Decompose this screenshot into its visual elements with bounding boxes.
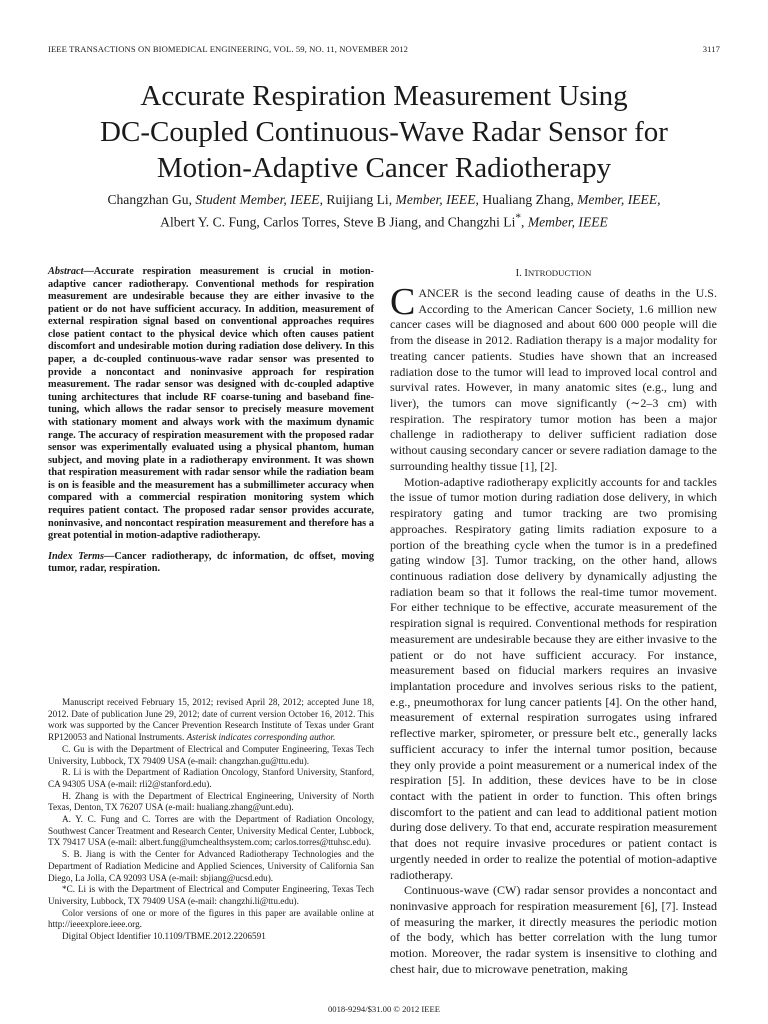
- abstract: Abstract—Accurate respiration measurement is crucial in motion-adaptive cancer radiotherapy. Conventional methods for respiration measurement are undesirable because they are either invasive to the patient or do not have sufficient accuracy. In addition, measurement of external respiration signal based on conventional approaches requires close patient contact to the physical device which often causes patient discomfort and undesirable motion during radiation dose delivery. In this paper, a dc-coupled continuous-wave radar sensor was presented to provide a noncontact and noninvasive approach for respiration measurement. The radar sensor was designed with dc-coupled adaptive tuning architectures that include RF coarse-tuning and baseband fine-tuning, which allows the radar sensor to precisely measure movement with stationary moment and always work with the maximum dynamic range. The accuracy of respiration measurement with the proposed radar sensor was experimentally evaluated using a physical phantom, human subject, and moving plate in a radiotherapy environment. It was shown that respiration measurement with radar sensor while the radiation beam is on is feasible and the measurement has a submillimeter accuracy when compared with a commercial respiration monitoring system which requires patient contact. The proposed radar sensor provides accurate, noninvasive, and noncontact respiration measurement and therefore has a great potential in motion-adaptive radiotherapy.: [48, 266, 374, 542]
- author-line-2: Albert Y. C. Fung, Carlos Torres, Steve B Jiang, and Changzhi Li*, Member, IEEE: [160, 212, 608, 230]
- corresponding-mark: *: [515, 212, 522, 224]
- footnote: A. Y. C. Fung and C. Torres are with the Department of Radiation Oncology, Southwest Cancer Treatment and Research Center, University Medical Center, Lubbock, TX 79417 USA (e-mail: albert.fung@umchealthsystem.com; carlos.torres@ttuhsc.edu).: [48, 814, 374, 848]
- copyright-footer: 0018-9294/$31.00 © 2012 IEEE: [327, 1004, 441, 1014]
- footnote: H. Zhang is with the Department of Electrical Engineering, University of North Texas, Denton, TX 76207 USA (e-mail: hualiang.zhang@unt.edu).: [48, 790, 374, 813]
- abstract-text: Accurate respiration measurement is crucial in motion-adaptive cancer radiotherapy. Conventional methods for respiration measurement are undesirable because they are either invasive to the patient or do not have sufficient accuracy. In addition, measurement of external respiration signal based on conventional approaches requires close patient contact to the physical device which often causes patient discomfort and undesirable motion during radiation dose delivery. In this paper, a dc-coupled continuous-wave radar sensor was presented to provide a noncontact and noninvasive approach for respiration measurement. The radar sensor was designed with dc-coupled adaptive tuning architectures that include RF coarse-tuning and baseband fine-tuning, which allows the radar sensor to precisely measure movement with stationary moment and always work with the maximum dynamic range. The accuracy of respiration measurement with the proposed radar sensor was experimentally evaluated using a physical phantom, human subject, and moving plate in a radiotherapy environment. It was shown that respiration measurement with radar sensor while the radiation beam is on is feasible and the measurement has a submillimeter accuracy when compared with a commercial respiration monitoring system which requires patient contact. The proposed radar sensor provides accurate, noninvasive, and noncontact respiration measurement and therefore has a great potential in motion-adaptive radiotherapy.: [48, 266, 374, 542]
- right-column: [390, 266, 717, 978]
- footnote: Color versions of one or more of the figures in this paper are available online at http://ieeexplore.ieee.org.: [48, 907, 374, 930]
- author-role: Member, IEEE: [395, 192, 476, 207]
- footnote: Digital Object Identifier 10.1109/TBME.2012.2206591: [62, 931, 266, 942]
- intro-paragraph: Motion-adaptive radiotherapy explicitly accounts for and tackles the issue of tumor motion during radiation dose delivery, in which respiratory gating and tumor tracking are two promising approaches. Respiratory gating limits radiation exposure to a portion of the breathing cycle when the tumor is in a predefined gating window [3]. Tumor tracking, on the other hand, allows continuous radiation dose delivery by dynamically adjusting the radiation beam so that it follows the real-time tumor movement. For either technique to be effective, accurate measurement of the respiration signal is required. Conventional methods for respiration measurement are undesirable because they are either invasive to the patient or do not have sufficient accuracy. For instance, measurement based on fiducial markers requires an invasive implantation procedure and involves serious risks to the patient, e.g., pneumothorax for lung cancer patients [4]. On the other hand, measurement of external respiration surrogates using infrared reflective marker, spirometer, or pressure belt etc., generally lacks sufficient accuracy to infer the internal tumor position, because they only provide a point measurement or a numerical index of the respiration [5]. In addition, these devices have to be in close contact with the patient in order to function. This often brings discomfort to the patient and can lead to additional patient motion during dose delivery. To that end, accurate respiration measurement that does not require invasive procedures or patient contact is urgently needed in order to realize the potential of motion-adaptive radiotherapy.: [390, 474, 717, 882]
- author-name: Changzhan Gu: [107, 192, 189, 207]
- author-list: [40, 191, 728, 232]
- author-name: Hualiang Zhang: [482, 192, 571, 207]
- index-terms-label: Index Terms: [48, 550, 105, 562]
- intro-paragraph: Continuous-wave (CW) radar sensor provides a noncontact and noninvasive approach for respiration measurement [6], [7]. Instead of measuring the marker, it directly measures the periodic motion of the body, which has better correlation with the lung tumor motion. Moreover, the radar system is insensitive to clothing and chest hair, due to microwave penetration, making: [390, 883, 717, 976]
- footnote: Manuscript received February 15, 2012; revised April 28, 2012; accepted June 18, 2012. Date of publication June 29, 2012; date of current version October 16, 2012. This work was supported by the Cancer Prevention Research Institute of Texas under Grant RP120053 and National Instruments. Asterisk indicates corresponding author.: [48, 697, 374, 743]
- left-column: [48, 266, 374, 576]
- footnote: C. Gu is with the Department of Electrical and Computer Engineering, Texas Tech University, Lubbock, TX 79409 USA (e-mail: changzhan.gu@ttu.edu).: [48, 743, 374, 766]
- author-role: Student Member, IEEE: [195, 192, 320, 207]
- title-line: DC-Coupled Continuous-Wave Radar Sensor for: [100, 116, 668, 148]
- author-role: Member, IEEE: [577, 192, 658, 207]
- footnotes: [48, 697, 374, 943]
- paper-title: [40, 78, 728, 186]
- section-heading: I. INTRODUCTION: [515, 268, 592, 279]
- index-terms: Index Terms—Cancer radiotherapy, dc information, dc offset, moving tumor, radar, respiration.: [48, 550, 374, 575]
- author-role: Member, IEEE: [527, 214, 608, 230]
- intro-paragraph: CANCER is the second leading cause of deaths in the U.S. According to the American Cancer Society, 1.6 million new cancer cases will be diagnosed and about 600 000 people will die from the disease in 2012. Radiation therapy is a major modality for treating cancer patients. Studies have shown that an increased radiation dose to the tumor will lead to improved local control and survival rates. However, in many anatomic sites (e.g., lung and liver), the tumors can move significantly (∼2–3 cm) with respiration. The respiratory tumor motion has been a major challenge in radiotherapy to deliver sufficient radiation dose without causing secondary cancer or severe radiation damage to the surrounding healthy tissue [1], [2].: [390, 281, 717, 473]
- abstract-label: Abstract: [48, 266, 84, 277]
- drop-cap: C: [390, 281, 416, 323]
- footnote: *C. Li is with the Department of Electrical and Computer Engineering, Texas Tech University, Lubbock, TX 79409 USA (e-mail: changzhi.li@ttu.edu).: [48, 884, 374, 906]
- footnote: R. Li is with the Department of Radiation Oncology, Stanford University, Stanford, CA 94305 USA (e-mail: rli2@stanford.edu).: [48, 767, 374, 789]
- journal-header: IEEE TRANSACTIONS ON BIOMEDICAL ENGINEERING, VOL. 59, NO. 11, NOVEMBER 2012: [48, 44, 409, 54]
- author-name: Ruijiang Li: [326, 192, 389, 207]
- index-terms-text: Cancer radiotherapy, dc information, dc offset, moving tumor, radar, respiration.: [48, 550, 374, 575]
- title-line: Accurate Respiration Measurement Using: [140, 80, 628, 112]
- author-line-1: Changzhan Gu, Student Member, IEEE, Ruijiang Li, Member, IEEE, Hualiang Zhang, Member, IEEE,: [107, 192, 661, 207]
- author-names: Albert Y. C. Fung, Carlos Torres, Steve B Jiang, and Changzhi Li: [160, 214, 516, 230]
- footnote: S. B. Jiang is with the Center for Advanced Radiotherapy Technologies and the Department of Radiation Medicine and Applied Sciences, University of California San Diego, La Jolla, CA 92093 USA (e-mail: sbjiang@ucsd.edu).: [48, 849, 374, 883]
- running-header: [48, 44, 720, 58]
- title-line: Motion-Adaptive Cancer Radiotherapy: [156, 152, 612, 184]
- page-number: 3117: [702, 44, 720, 54]
